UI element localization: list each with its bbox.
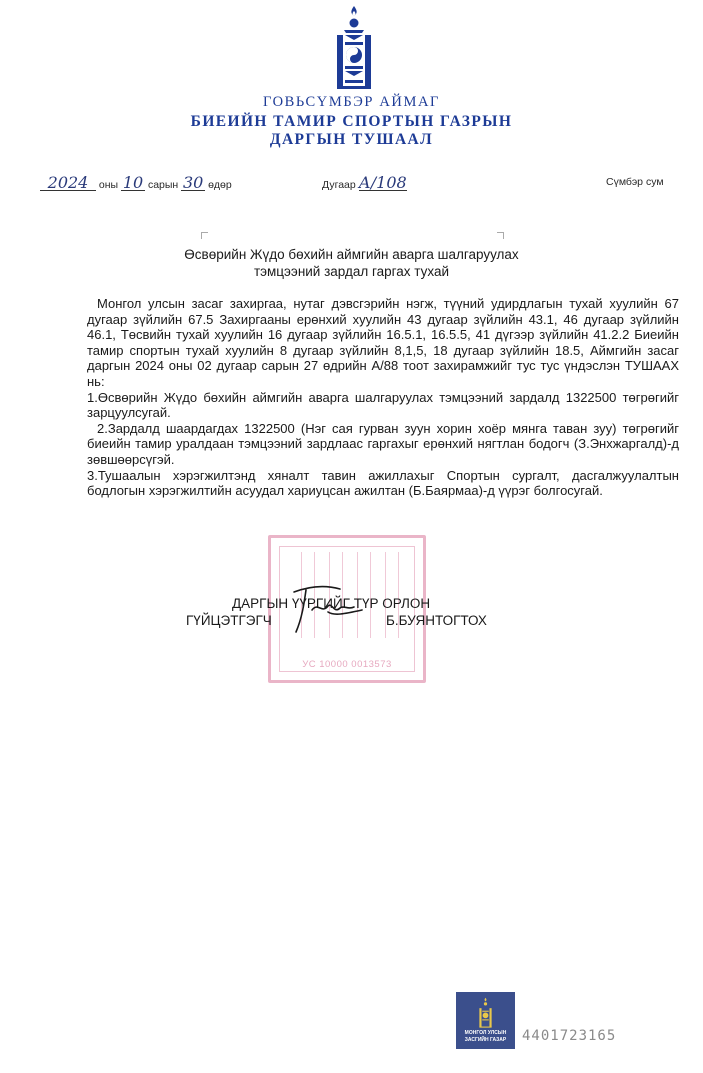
organization-title: БИЕИЙН ТАМИР СПОРТЫН ГАЗРЫН [190,113,513,130]
signature-name: Б.БУЯНТОГТОХ [386,613,487,628]
subject-corner-left [201,232,208,239]
body-item-1 [87,390,679,421]
logo-text-line-2: ЗАСГИЙН ГАЗАР [464,1037,507,1043]
aimag-title: ГОВЬСҮМБЭР АЙМАГ [262,94,441,110]
date-year-suffix: оны [98,179,119,191]
body-item-3: 3.Тушаалын хэрэгжилтэнд хяналт тавин ажиллахыг Спортын сургалт, дасгалжуулалтын бодлогын хэрэгжилтийн асуудал хариуцсан ажилтан (Б.Баярмаа)-д үүрэг болгосугай. [87,467,679,499]
document-number: А/108 [358,173,407,192]
signature-title: ДАРГЫН ҮҮРГИЙГ ТҮР ОРЛОН [232,596,431,611]
subject-line-2: тэмцээний зардал гаргах тухай [253,264,450,279]
date-month-suffix: сарын [147,179,179,191]
stamp-code: УС 10000 0013573 [302,659,392,670]
document-type-title: ДАРГЫН ТУШААЛ [269,131,434,148]
document-number-line [322,173,407,192]
soyombo-emblem-icon [334,4,374,90]
body-preamble: Монгол улсын засаг захиргаа, нутаг дэвсгэрийн нэгж, түүний удирдлагын тухай хуулийн 67 дугаар зүйлийн 67.5 Захиргааны ерөнхий хуулийн 43 дугаар зүйлийн 43.1, 46 дугаар зүйлийн 46.1, Төсвийн тухай хуулийн 16 дугаар зүйлийн 16.5.1, 16.5.5, 41 дүгээр зүйлийн 41.2.2 Биеийн тамир спортын тухай хуулийн 8 дугаар зүйлийн 8,1,5, 18 дугаар зүйлийн 18.5, Аймгийн засаг даргын 2024 оны 02 дугаар сарын 27 өдрийн А/88 тоот захирамжийг тус тус үндэслэн ТУШААХ нь: [87,296,679,389]
date-year: 2024 [40,176,96,191]
logo-text-line-1: МОНГОЛ УЛСЫН [464,1030,507,1036]
subject-line-1: Өсвөрийн Жүдо бөхийн аймгийн аварга шалгаруулах [184,247,519,262]
document-body [87,296,679,499]
date-month: 10 [122,173,144,192]
government-soyombo-icon [478,997,493,1028]
number-label: Дугаар [322,179,356,191]
date-line [40,173,232,192]
place-name: Сүмбэр сум [606,176,664,188]
signature-role: ГҮЙЦЭТГЭГЧ [186,613,272,628]
government-logo [456,992,515,1049]
document-serial-number: 4401723165 [522,1028,617,1044]
date-day: 30 [182,173,204,192]
subject-corner-right [497,232,504,239]
handwritten-signature-icon [282,580,370,640]
date-day-suffix: өдөр [208,179,232,191]
body-item-2: 2.Зардалд шаардагдах 1322500 (Нэг сая гурван зуун хорин хоёр мянга таван зуу) төгрөгийг биеийн тамир уралдаан тэмцээний зардлаас гаргахыг ерөнхий нягтлан бодогч (З.Энхжаргалд)-д зөвшөөрсүгэй. [87,420,679,467]
body-item-1-text: 1.Өсвөрийн Жүдо бөхийн аймгийн аварга шалгаруулах тэмцээний зардалд 1322500 төгрөгийг зарцуулсугай. [87,389,679,421]
